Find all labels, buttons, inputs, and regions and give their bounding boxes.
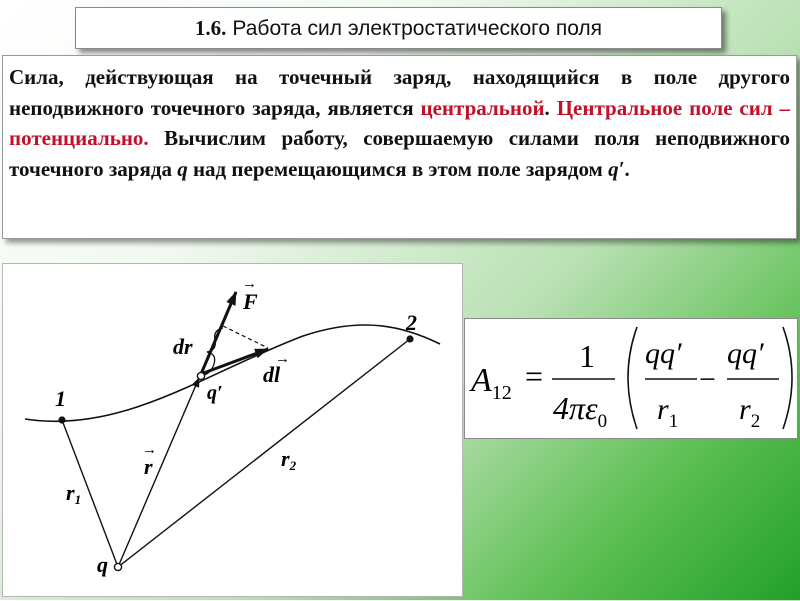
para-highlight-central: центральной (420, 95, 545, 120)
formula-den2: $r_2$ (739, 393, 761, 432)
para-text-1: Сила, действующая на точечный заряд, находящийся в поле другого неподвижного точечного заряда, является (9, 65, 790, 120)
label-r2: r2 (281, 446, 297, 473)
label-r-arrow: → (142, 442, 157, 458)
title-text: Работа сил электростатического поля (232, 16, 603, 40)
charge-q (114, 563, 121, 570)
point-1 (58, 416, 65, 423)
work-formula (465, 319, 797, 438)
label-dl-arrow: → (275, 351, 290, 367)
formula-minus: − (699, 363, 716, 396)
para-text-3: Вычислим работу, совершаемую силами поля неподвижного точечного заряда (9, 126, 790, 181)
label-F-arrow: → (242, 276, 257, 292)
label-point-1: 1 (55, 386, 66, 411)
charge-q-prime (197, 372, 204, 379)
formula-A: $A_{12}$ (471, 362, 512, 404)
para-text-2: . (544, 95, 557, 120)
diagram-box (2, 263, 463, 597)
label-dl: dl (263, 362, 281, 387)
para-highlight-potential: Центральное поле сил – потенциально. (9, 95, 791, 150)
formula-num1: qq′ (645, 337, 682, 370)
projection-dashed (223, 326, 268, 348)
charge-diagram (3, 264, 462, 596)
r-vector (118, 378, 199, 567)
para-text-5: . (624, 156, 630, 181)
label-dr: dr (173, 334, 193, 359)
label-q-prime: q′ (207, 382, 223, 404)
formula-equals: = (525, 358, 544, 394)
right-paren (783, 327, 792, 429)
formula-4pieps: $4\pi\varepsilon_0$ (553, 390, 608, 432)
formula-den1: $r_1$ (657, 393, 679, 432)
formula-one: 1 (579, 338, 595, 374)
formula-num2: qq′ (727, 337, 764, 370)
para-text-4: над перемещающимся в этом поле зарядом (187, 156, 609, 181)
label-r: r (144, 454, 153, 479)
title-box (75, 7, 722, 49)
label-q: q (97, 552, 108, 577)
label-F: F (243, 289, 258, 314)
formula-box (464, 318, 798, 439)
para-q-prime: q′ (608, 156, 625, 181)
slide-title (195, 16, 602, 41)
para-q: q (177, 156, 188, 181)
label-r1: r1 (66, 480, 82, 507)
point-2 (406, 335, 413, 342)
title-number: 1.6. (194, 15, 227, 40)
left-paren (628, 327, 637, 429)
label-point-2: 2 (406, 310, 417, 335)
text-box (2, 55, 797, 239)
trajectory-curve (25, 325, 440, 421)
intro-paragraph (9, 62, 790, 184)
